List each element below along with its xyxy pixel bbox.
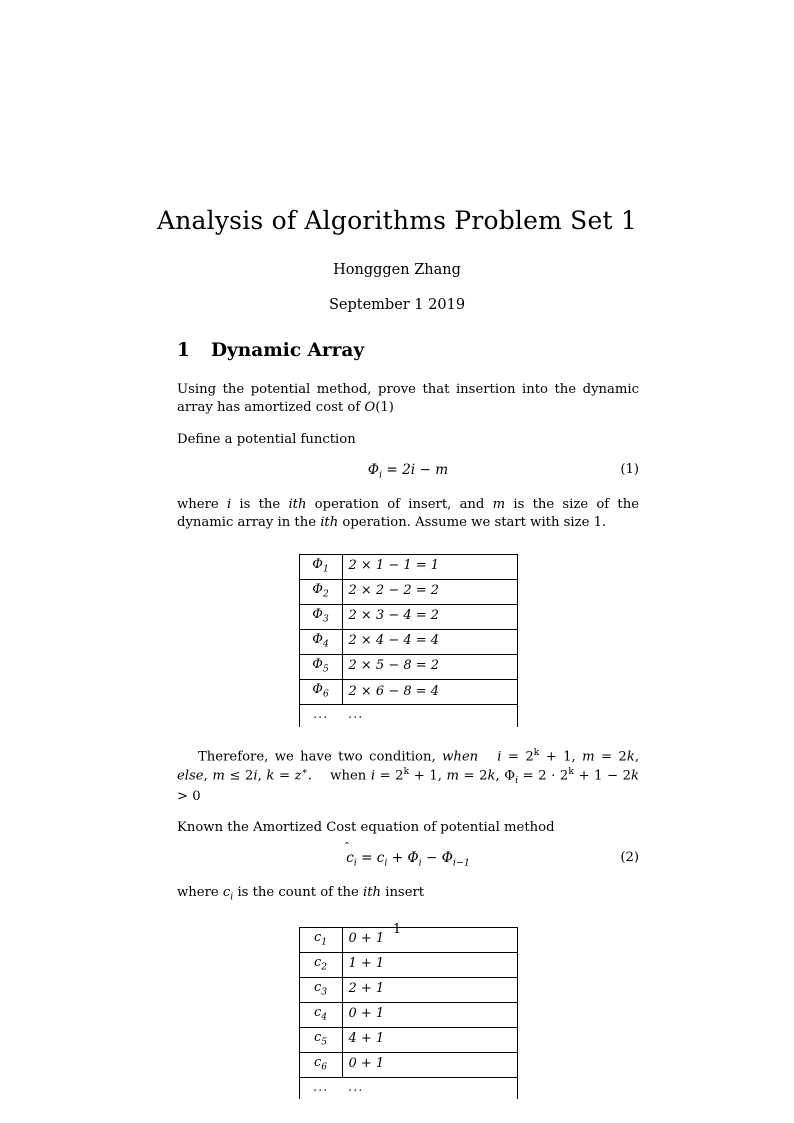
equation-1-body: $\Phi_i = 2i - m$ (367, 462, 449, 481)
section-heading (177, 340, 639, 362)
paragraph-define-potential: Define a potential function (177, 432, 356, 448)
author-name: Hongggen Zhang (333, 262, 461, 279)
table-cell-value: 1 + 1 (342, 952, 517, 977)
paragraph-where-i-m: where i is the ith operation of insert, and m is the size of the dynamic array in the ith operation. Assume we start with size 1. (177, 497, 640, 530)
table-cell-key: $\Phi_1$ (299, 554, 342, 579)
table-cell-key: $c_1$ (299, 927, 342, 952)
section-number: 1 (177, 340, 190, 361)
table-row-ellipsis (299, 705, 517, 727)
table-cell-value: ... (342, 1077, 517, 1099)
table-cell-value: 2 × 1 − 1 = 1 (342, 554, 517, 579)
cost-table-body (299, 927, 517, 1099)
equation-2-row (177, 850, 639, 870)
table-cell-value: 4 + 1 (342, 1027, 517, 1052)
math-big-o: O (364, 400, 376, 416)
table-cell-value: 0 + 1 (342, 927, 517, 952)
table-cell-key: $c_4$ (299, 1002, 342, 1027)
table-cell-key: $c_3$ (299, 977, 342, 1002)
equation-1-row (177, 462, 639, 482)
document-date: September 1 2019 (328, 297, 466, 314)
potential-table (299, 554, 518, 727)
table-cell-key: $c_6$ (299, 1052, 342, 1077)
table-cell-value: 2 × 6 − 8 = 4 (342, 680, 517, 705)
table-cell-key: $\Phi_3$ (299, 605, 342, 630)
table-row (299, 680, 517, 705)
table-cell-key: ... (299, 705, 342, 727)
equation-2-body: $c_i = c_i + \Phi_i - \Phi_{i-1}$ (346, 850, 470, 870)
potential-table-wrap (177, 554, 639, 727)
paragraph-therefore: Therefore, we have two condition, when $i = 2^k + 1$, m = 2k, else, m ≤ 2i, k = z∗. when $i = 2^k + 1$, m = 2k, $\Phi_i = 2 \cdot 2^k + 1 - 2k > 0$ (177, 746, 640, 804)
table-row (299, 580, 517, 605)
paragraph-known-amortized: Known the Amortized Cost equation of potential method (177, 820, 555, 836)
body-column (177, 340, 639, 1119)
table-cell-value: 0 + 1 (342, 1052, 517, 1077)
table-cell-key: $c_2$ (299, 952, 342, 977)
table-row (299, 630, 517, 655)
paragraph-prompt: Using the potential method, prove that insertion into the dynamic array has amortized cost of O(1) (177, 382, 639, 416)
table-cell-key: $\Phi_5$ (299, 655, 342, 680)
table-cell-value: 2 × 5 − 8 = 2 (342, 655, 517, 680)
table-cell-value: 2 × 3 − 4 = 2 (342, 605, 517, 630)
table-cell-key: $\Phi_6$ (299, 680, 342, 705)
page-title: Analysis of Algorithms Problem Set 1 (156, 206, 637, 235)
table-row-ellipsis (299, 1077, 517, 1099)
potential-table-body (299, 554, 517, 726)
table-row (299, 655, 517, 680)
section-title: Dynamic Array (211, 340, 365, 361)
table-row (299, 1052, 517, 1077)
cost-table-wrap (177, 927, 639, 1100)
cost-table (299, 927, 518, 1100)
table-cell-value: 2 × 4 − 4 = 4 (342, 630, 517, 655)
table-cell-key: ... (299, 1077, 342, 1099)
table-cell-key: $\Phi_4$ (299, 630, 342, 655)
table-row (299, 1027, 517, 1052)
equation-1-number: (1) (620, 462, 639, 478)
table-row (299, 1002, 517, 1027)
table-cell-value: 2 + 1 (342, 977, 517, 1002)
page-number: 1 (392, 922, 402, 937)
equation-2-number: (2) (620, 850, 639, 866)
table-row (299, 605, 517, 630)
paragraph-where-c-i: where $c_i$ is the count of the ith insert (177, 885, 425, 904)
table-cell-key: $\Phi_2$ (299, 580, 342, 605)
table-cell-value: ... (342, 705, 517, 727)
table-cell-key: $c_5$ (299, 1027, 342, 1052)
table-cell-value: 2 × 2 − 2 = 2 (342, 580, 517, 605)
table-cell-value: 0 + 1 (342, 1002, 517, 1027)
table-row (299, 952, 517, 977)
table-row (299, 554, 517, 579)
table-row (299, 977, 517, 1002)
title-block (97, 205, 697, 313)
